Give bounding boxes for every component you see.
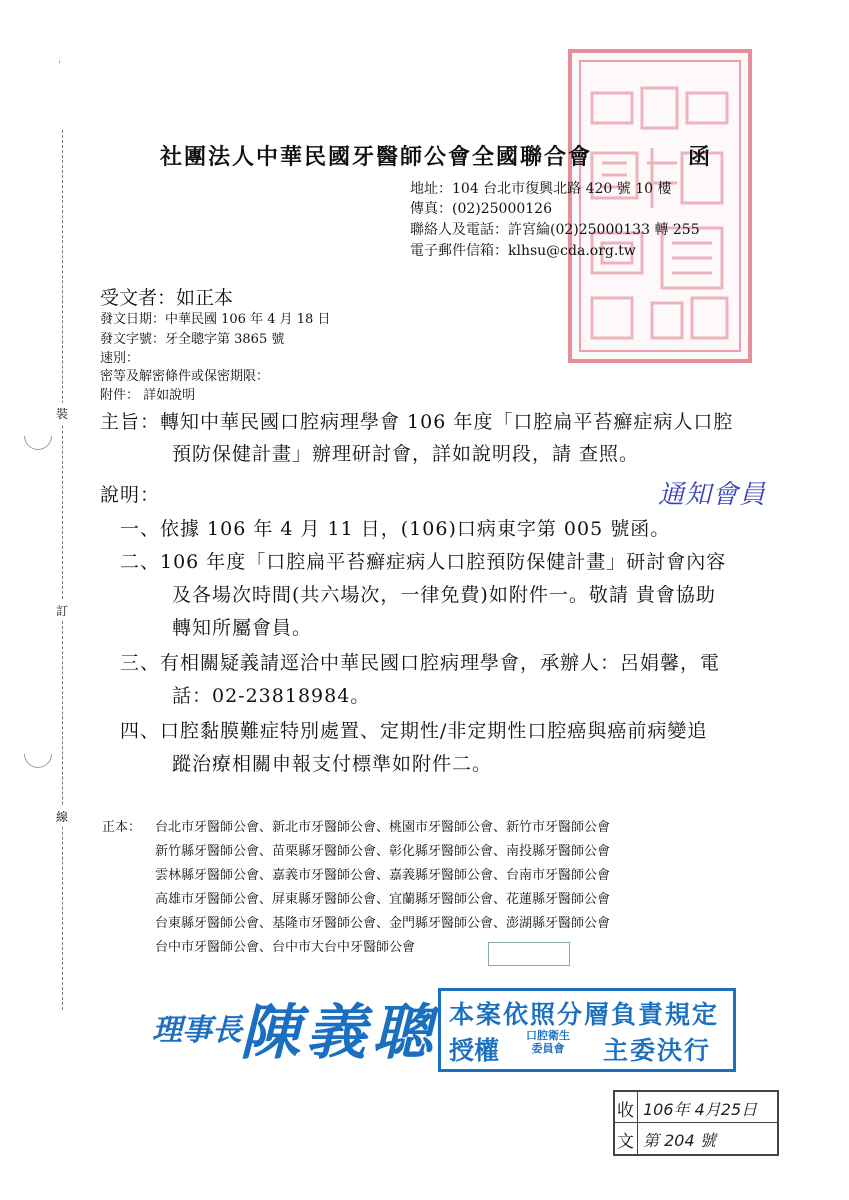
small-stamp — [488, 942, 570, 966]
speed: 速別： — [100, 351, 140, 366]
secrecy: 密等及解密條件或保密期限： — [100, 369, 270, 384]
doc-number: 發文字號：牙全聰字第 3865 號 — [100, 332, 285, 347]
contact-person: 聯絡人及電話：許宮綸(02)25000133 轉 255 — [410, 222, 700, 238]
punch-hole — [18, 416, 58, 456]
receipt-date: 106年 4月25日 — [643, 1100, 758, 1119]
copies-row: 台東縣牙醫師公會、基隆市牙醫師公會、金門縣牙醫師公會、澎湖縣牙醫師公會 — [155, 916, 611, 931]
explanation-item: 三、有相關疑義請逕洽中華民國口腔病理學會，承辦人：呂娟馨，電 — [120, 652, 721, 674]
stamp-decision: 主委決行 — [603, 1036, 712, 1065]
authorization-stamp — [438, 988, 736, 1072]
stamp-authorize: 授權 — [449, 1036, 500, 1065]
receipt-box — [613, 1090, 779, 1156]
org-title: 社團法人中華民國牙醫師公會全國聯合會 — [160, 144, 593, 170]
stamp-committee-top: 口腔衛生 — [526, 1029, 570, 1042]
email: 電子郵件信箱：klhsu@cda.org.tw — [410, 243, 636, 259]
fax: 傳真：(02)25000126 — [410, 201, 552, 217]
copies-row: 雲林縣牙醫師公會、嘉義市牙醫師公會、嘉義縣牙醫師公會、台南市牙醫師公會 — [155, 868, 611, 883]
copies-row: 台北市牙醫師公會、新北市牙醫師公會、桃園市牙醫師公會、新竹市牙醫師公會 — [155, 820, 611, 835]
subject-line2: 預防保健計畫」辦理研討會，詳如說明段，請 查照。 — [172, 443, 640, 465]
explanation-item-cont: 及各場次時間(共六場次，一律免費)如附件一。敬請 貴會協助 — [172, 584, 716, 606]
explanation-item-cont: 轉知所屬會員。 — [172, 617, 313, 639]
copies-label: 正本： — [102, 820, 142, 835]
receipt-number: 第 204 號 — [643, 1131, 716, 1150]
doc-kind: 函 — [688, 144, 711, 170]
subject-line1: 主旨：轉知中華民國口腔病理學會 106 年度「口腔扁平苔癬症病人口腔 — [100, 411, 734, 433]
copies-row: 台中市牙醫師公會、台中市大台中牙醫師公會 — [155, 940, 416, 955]
explanation-item: 四、口腔黏膜難症特別處置、定期性/非定期性口腔癌與癌前病變追 — [120, 720, 708, 742]
recipient: 受文者：如正本 — [100, 287, 234, 309]
attachment: 附件： 詳如說明 — [100, 388, 196, 403]
stamp-line1: 本案依照分層負責規定 — [449, 1000, 720, 1029]
receipt-divider — [615, 1122, 777, 1123]
official-seal — [562, 43, 758, 369]
signature-name: 陳義聰 — [240, 998, 438, 1068]
stamp-committee-bottom: 委員會 — [531, 1042, 565, 1055]
explanation-item-cont: 蹤治療相關申報支付標準如附件二。 — [172, 753, 493, 775]
receipt-divider — [637, 1092, 638, 1154]
explanation-label: 說明： — [100, 484, 161, 506]
issue-date: 發文日期：中華民國 106 年 4 月 18 日 — [100, 312, 331, 327]
address: 地址：104 台北市復興北路 420 號 10 樓 — [410, 181, 672, 197]
handwritten-note: 通知會員 — [658, 480, 767, 510]
receipt-label: 文 — [617, 1132, 634, 1152]
stamp-committee — [507, 1029, 589, 1055]
copies-row: 新竹縣牙醫師公會、苗栗縣牙醫師公會、彰化縣牙醫師公會、南投縣牙醫師公會 — [155, 844, 611, 859]
binding-char: 裝 — [56, 403, 68, 424]
signature-title: 理事長 — [152, 1013, 242, 1048]
binding-char: 線 — [56, 806, 68, 827]
explanation-item: 一、依據 106 年 4 月 11 日，(106)口病東字第 005 號函。 — [120, 518, 671, 540]
binding-line — [62, 130, 63, 1010]
scan-mark: ' — [58, 60, 61, 71]
explanation-item-cont: 話：02-23818984。 — [172, 685, 371, 707]
punch-hole — [18, 734, 58, 774]
binding-char: 訂 — [56, 600, 68, 621]
explanation-item: 二、106 年度「口腔扁平苔癬症病人口腔預防保健計畫」研討會內容 — [120, 551, 727, 573]
copies-row: 高雄市牙醫師公會、屏東縣牙醫師公會、宜蘭縣牙醫師公會、花蓮縣牙醫師公會 — [155, 892, 611, 907]
receipt-label: 收 — [617, 1101, 634, 1121]
